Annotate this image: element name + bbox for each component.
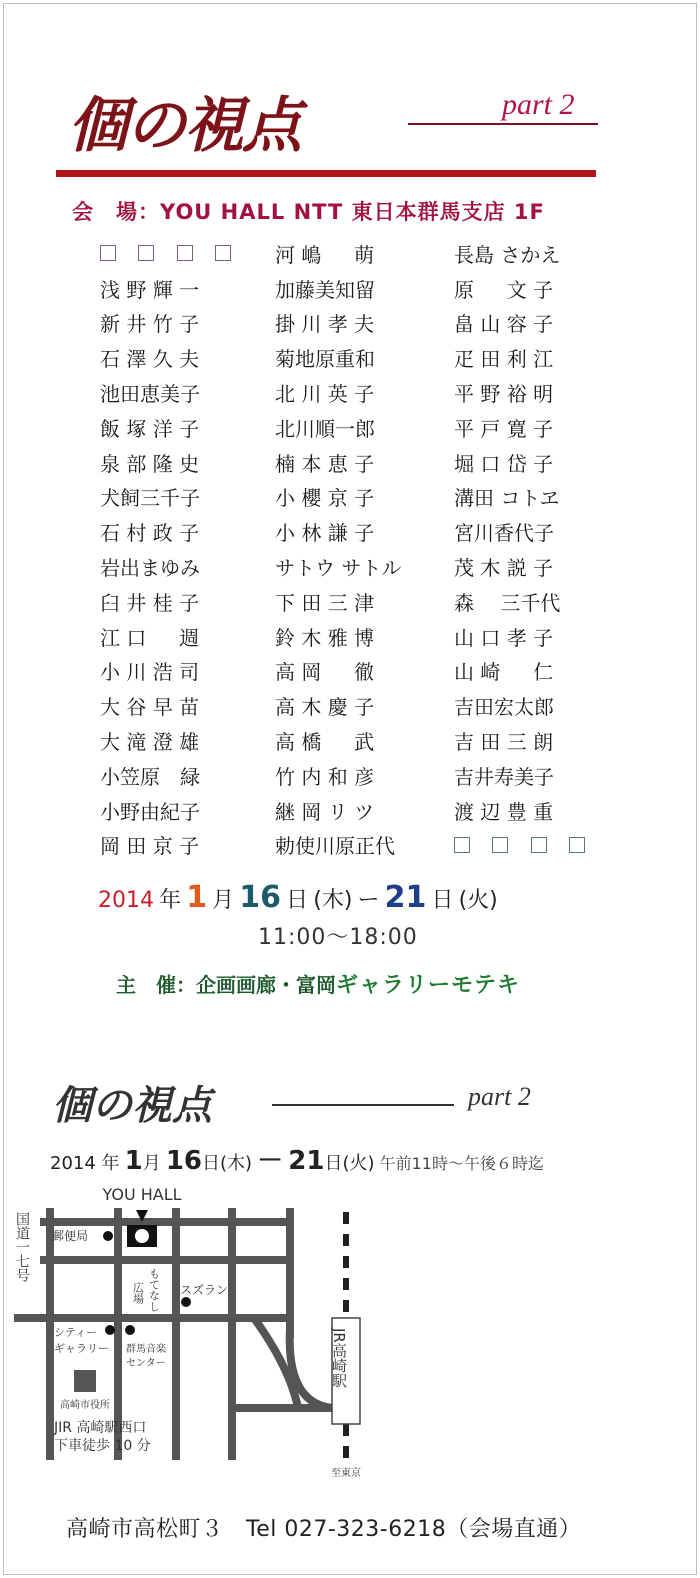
date-start-dow: (木) [313,888,353,913]
participant-name: 畠 山 容 子 [454,312,554,337]
empty-box [100,245,116,261]
participant-name: 楠 本 恵 子 [275,451,375,476]
participant-name: 北川順一郎 [275,416,375,441]
map-jr-station-label: JR高崎駅 [330,1328,348,1388]
footer-title-rule [272,1104,454,1106]
participant-row [100,723,600,758]
date-month-unit: 月 [212,888,235,913]
participant-name: 勅使川原正代 [275,834,395,859]
participant-row [100,410,600,445]
footer-date-month-unit: 月 [142,1153,161,1174]
empty-box [454,837,470,853]
date-year-unit: 年 [159,888,182,913]
participant-name: 北 川 英 子 [275,382,375,407]
map-music-center-label-2: センター [126,1358,166,1369]
exhibition-title: 個の視点 [68,91,300,161]
participant-name: 吉井寿美子 [454,764,554,789]
exhibition-part: part 2 [502,88,575,121]
map-to-tokyo-label: 至東京 [331,1468,361,1478]
participant-name: 森 三千代 [454,590,561,615]
participant-name: 小笠原 緑 [100,764,200,789]
participant-name: 疋 田 利 江 [454,347,554,372]
map-city-gallery-label-1: シティー [54,1326,98,1339]
participant-row [100,375,600,410]
date-start-day: 16 [239,880,282,915]
participant-row [100,793,600,828]
participant-name: 高 木 慶 子 [275,695,375,720]
footer-date-start-dow: (木) [220,1153,253,1174]
participant-name: 宮川香代子 [454,521,554,546]
participant-name: 大 滝 澄 雄 [100,730,200,755]
participant-row [100,758,600,793]
participant-name: 鈴 木 雅 博 [275,625,375,650]
participant-row [100,688,600,723]
participant-name: 河 嶋 萌 [275,242,375,267]
participant-row [100,619,600,654]
participant-row [100,514,600,549]
header-underline [56,170,596,177]
footer-date-start-day: 16 [165,1146,203,1176]
participant-name: 吉田宏太郎 [454,695,554,720]
participant-name: 長島 さかえ [454,242,561,267]
participant-name: 大 谷 早 苗 [100,695,200,720]
map-city-gallery-label-2: ギャラリー [54,1342,109,1355]
footer-date-end-day-unit: 日 [324,1153,343,1174]
date-year: 2014 [98,888,154,913]
map-post-office-label: 郵便局 [52,1229,89,1243]
participant-name: 継 岡 リ ツ [275,799,375,824]
participant-name: 溝田 コトヱ [454,486,560,511]
organizer-label: 主 催：企画画廊・富岡 [116,973,336,997]
map-motenashi-label: もてなし [147,1268,161,1312]
date-end-dow: (火) [458,888,498,913]
participant-name: 茂 木 説 子 [454,556,554,581]
map-walk-label-1: JIR 高崎駅西口 [54,1420,147,1436]
participant-row [100,445,600,480]
participant-name: 渡 辺 豊 重 [454,799,554,824]
participant-name: 犬飼三千子 [100,486,200,511]
map-route17-label: 国道一七号 [14,1212,30,1282]
footer-hours: 午前11時〜午後６時迄 [379,1154,544,1173]
participant-name: 岩出まゆみ [100,556,200,581]
footer-date-year-unit: 年 [95,1153,120,1174]
footer-dates [50,1140,544,1177]
participant-name: 飯 塚 洋 子 [100,416,200,441]
participant-row [100,271,600,306]
participant-name: 石 村 政 子 [100,521,200,546]
participant-name: 平 野 裕 明 [454,382,554,407]
participant-row [100,480,600,515]
placeholder-boxes [100,236,231,271]
footer-date-day-unit: 日 [202,1153,221,1174]
participant-name: 石 澤 久 夫 [100,347,200,372]
footer-title: 個の視点 [52,1082,212,1129]
empty-box [531,837,547,853]
participant-name: 竹 内 和 彦 [275,764,375,789]
participant-name: サトウ サトル [275,556,402,581]
participant-name: 山 口 孝 子 [454,625,554,650]
participant-name: 吉 田 三 朗 [454,730,554,755]
organizer-line [116,968,520,999]
empty-box [215,245,231,261]
city-hall-marker [74,1370,96,1392]
map-walk-label-2: 下車徒歩 10 分 [54,1438,151,1454]
participant-name: 小 櫻 京 子 [275,486,375,511]
exhibition-dates [98,880,498,915]
participant-row [100,340,600,375]
participants-list [100,236,600,862]
venue-address: 高崎市高松町３ Tel 027-323-6218（会場直通） [66,1517,582,1542]
venue-line: 会 場：YOU HALL NTT 東日本群馬支店 1F [72,200,545,224]
placeholder-boxes [454,828,585,863]
participant-name: 掛 川 孝 夫 [275,312,375,337]
participant-row [100,236,600,271]
footer-part: part 2 [468,1082,531,1111]
empty-box [492,837,508,853]
participant-row [100,654,600,689]
empty-box [177,245,193,261]
exhibition-hours: 11:00〜18:00 [258,925,418,950]
footer-date-year: 2014 [50,1153,96,1174]
participant-name: 下 田 三 津 [275,590,375,615]
participant-name: 高 岡 徹 [275,660,375,685]
footer-date-end-dow: (火) [342,1153,375,1174]
participant-row [100,584,600,619]
participant-name: 新 井 竹 子 [100,312,200,337]
you-hall-marker [127,1210,157,1247]
participant-name: 小野由紀子 [100,799,200,824]
participant-name: 高 橋 武 [275,730,375,755]
participant-name: 小 川 浩 司 [100,660,200,685]
participant-name: 平 戸 寛 子 [454,416,554,441]
participant-name: 江 口 週 [100,625,200,650]
date-end-day-unit: 日 [431,888,454,913]
date-dash: ー [357,888,380,913]
participant-name: 堀 口 岱 子 [454,451,554,476]
map-plaza-label: 広場 [131,1282,145,1304]
participant-name: 臼 井 桂 子 [100,590,200,615]
title-rule [408,123,598,125]
footer-date-end-day: 21 [288,1146,325,1176]
map-city-hall-label: 高崎市役所 [60,1400,110,1411]
empty-box [569,837,585,853]
date-day-unit: 日 [286,888,309,913]
city-gallery-dot [105,1325,115,1335]
participant-name: 加藤美知留 [275,277,375,302]
map-you-hall-label: YOU HALL [102,1185,182,1204]
footer-date-month: 1 [124,1146,143,1176]
participant-name: 泉 部 隆 史 [100,451,200,476]
suzuran-dot [181,1297,191,1307]
date-end-day: 21 [384,880,427,915]
map-music-center-label-1: 群馬音楽 [126,1344,166,1355]
organizer-brand: ギャラリーモテキ [336,973,521,998]
participant-name: 岡 田 京 子 [100,834,200,859]
map-suzuran-label: スズラン [180,1283,229,1297]
date-start-month: 1 [186,880,208,915]
participant-name: 菊地原重和 [275,347,375,372]
participant-row [100,306,600,341]
participant-name: 原 文 子 [454,277,554,302]
footer-date-dash: － [257,1146,284,1176]
participant-name: 山 崎 仁 [454,660,554,685]
empty-box [138,245,154,261]
participant-name: 池田恵美子 [100,382,200,407]
participant-name: 小 林 謙 子 [275,521,375,546]
participant-name: 浅 野 輝 一 [100,277,200,302]
participant-row [100,828,600,863]
participant-row [100,549,600,584]
music-center-dot [125,1325,135,1335]
venue-map [0,1178,700,1478]
post-office-dot [103,1231,113,1241]
